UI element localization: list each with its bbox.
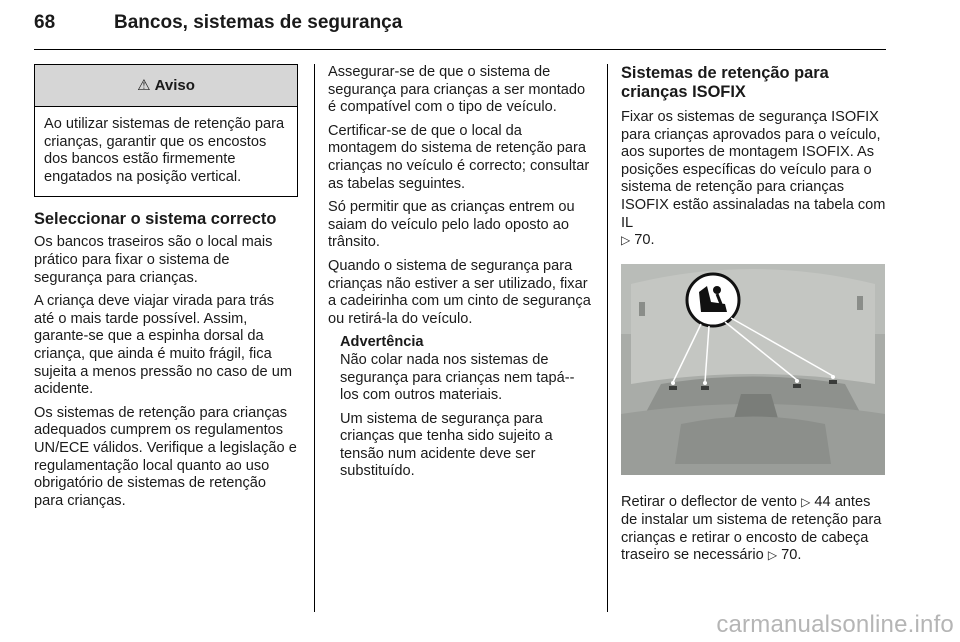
paragraph: Só permitir que as crianças entrem ou saiam do veículo pelo lado oposto ao trânsito. bbox=[328, 199, 575, 251]
warning-heading bbox=[35, 65, 297, 107]
caution-note bbox=[328, 334, 592, 481]
paragraph: Os bancos traseiros são o local mais prático para fixar o sistema de segurança para crianças. bbox=[34, 234, 273, 286]
column-2 bbox=[328, 64, 592, 487]
warning-box bbox=[34, 64, 298, 197]
deflector-text: Retirar o deflector de vento bbox=[621, 494, 798, 511]
column-divider-2 bbox=[607, 64, 608, 612]
page-reference[interactable]: 70. bbox=[781, 547, 802, 564]
caution-paragraph: Um sistema de segurança para crianças que tenha sido sujeito a tensão num acidente deve ser substituído. bbox=[340, 410, 553, 480]
warning-triangle-icon: ⚠ bbox=[137, 76, 151, 94]
page-header bbox=[34, 12, 886, 52]
paragraph: A criança deve viajar virada para trás até o mais tarde possível. Assim, garante-se que a espinha dorsal da criança, que ainda é muito frágil, fica sujeita a menos pressão no caso de um acidente. bbox=[34, 293, 292, 398]
isofix-text: Fixar os sistemas de segurança ISOFIX para crianças aprovados para o veículo, aos suportes de montagem ISOFIX. As posições específicas do veículo para o sistema de retenção para crianças ISOFIX estão assinaladas na tabela com IL bbox=[621, 109, 886, 231]
header-rule bbox=[34, 49, 886, 50]
paragraph: Quando o sistema de segurança para crianças não estiver a ser utilizado, fixar a cadeirinha com um cinto de segurança ou retirá-la do veículo. bbox=[328, 257, 591, 327]
section-heading-isofix: Sistemas de retenção para crianças ISOFIX bbox=[621, 64, 829, 101]
caution-title: Advertência bbox=[340, 334, 424, 351]
page-reference[interactable]: 70. bbox=[634, 232, 655, 249]
column-1 bbox=[34, 64, 298, 516]
deflector-text-cont: antes de instalar um sistema de retenção para crianças e retirar o encosto de cabeça traseiro se necessário bbox=[621, 494, 882, 564]
page-reference-arrow-icon: ▷ bbox=[767, 548, 778, 563]
caution-paragraph: Não colar nada nos sistemas de segurança para crianças nem tapá--los com outros materiais. bbox=[340, 351, 575, 404]
column-3 bbox=[621, 64, 887, 571]
watermark: carmanualsonline.info bbox=[716, 611, 954, 638]
paragraph bbox=[621, 494, 887, 564]
page-title: Bancos, sistemas de segurança bbox=[114, 12, 403, 33]
paragraph: Assegurar-se de que o sistema de segurança para crianças a ser montado é compatível com o tipo de veículo. bbox=[328, 64, 586, 116]
paragraph: Os sistemas de retenção para crianças adequados cumprem os regulamentos UN/ECE válidos. Verifique a legislação e regulamentação local quanto ao uso obrigatório de sistemas de retenção para crianças. bbox=[34, 404, 297, 509]
paragraph: Certificar-se de que o local da montagem do sistema de retenção para crianças no veículo é correcto; consultar as tabelas seguintes. bbox=[328, 122, 590, 192]
warning-body: Ao utilizar sistemas de retenção para crianças, garantir que os encostos dos bancos estão firmemente engatados na posição vertical. bbox=[44, 116, 285, 185]
page-reference[interactable]: 44 bbox=[814, 494, 831, 511]
section-heading-select: Seleccionar o sistema correcto bbox=[34, 210, 277, 229]
paragraph bbox=[621, 109, 887, 250]
page-reference-arrow-icon: ▷ bbox=[621, 233, 631, 248]
warning-heading-text: Aviso bbox=[154, 76, 195, 94]
page-reference-arrow-icon: ▷ bbox=[801, 495, 811, 510]
isofix-seat-photo bbox=[621, 264, 885, 475]
page-number: 68 bbox=[34, 12, 56, 33]
column-divider-1 bbox=[314, 64, 315, 612]
